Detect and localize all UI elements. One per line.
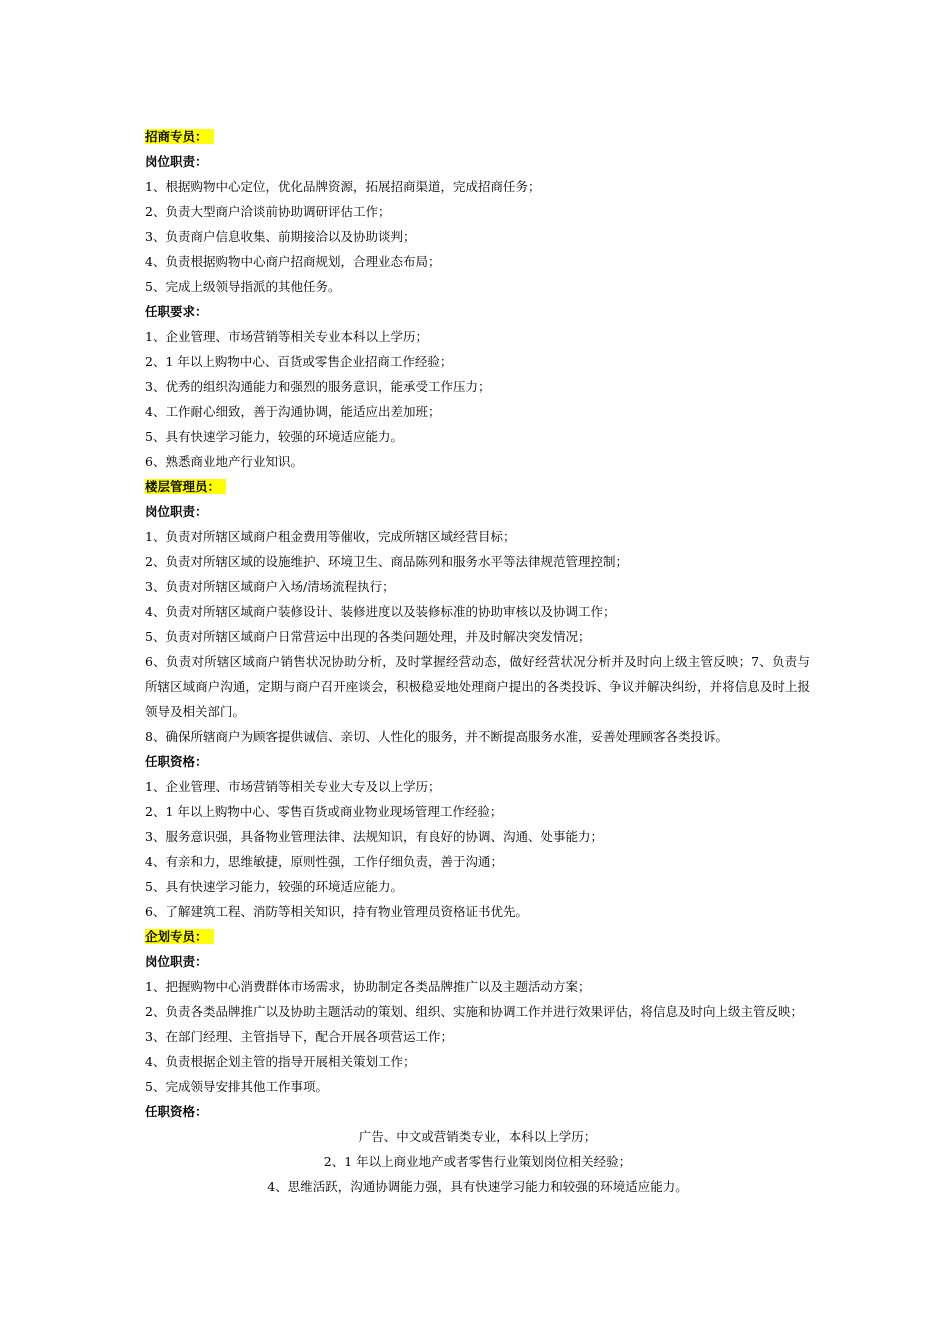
requirement-item: 1、企业管理、市场营销等相关专业大专及以上学历；	[145, 779, 441, 794]
highlight: 招商专员：	[145, 129, 214, 144]
requirement-item: 5、具有快速学习能力，较强的环境适应能力。	[145, 429, 403, 444]
duty-item: 4、负责根据购物中心商户招商规划，合理业态布局；	[145, 254, 441, 269]
duty-item: 5、完成上级领导指派的其他任务。	[145, 279, 341, 294]
requirement-item: 3、服务意识强，具备物业管理法律、法规知识，有良好的协调、沟通、处事能力；	[145, 829, 603, 844]
requirement-item: 3、优秀的组织沟通能力和强烈的服务意识，能承受工作压力；	[145, 379, 491, 394]
section-title-floor-manager	[145, 474, 810, 499]
requirements-heading: 任职要求：	[145, 304, 208, 319]
duty-item: 2、负责大型商户洽谈前协助调研评估工作；	[145, 204, 391, 219]
duty-item: 3、负责商户信息收集、前期接洽以及协助谈判；	[145, 229, 416, 244]
duty-item: 5、完成领导安排其他工作事项。	[145, 1079, 328, 1094]
requirement-item: 6、熟悉商业地产行业知识。	[145, 454, 303, 469]
qualifications-heading: 任职资格：	[145, 1104, 208, 1119]
duty-item-long: 2、负责各类品牌推广以及协助主题活动的策划、组织、实施和协调工作并进行效果评估，将信息及时向上级主管反映；	[145, 1004, 803, 1019]
duty-item: 8、确保所辖商户为顾客提供诚信、亲切、人性化的服务，并不断提高服务水准，妥善处理顾客各类投诉。	[145, 729, 728, 744]
requirement-item: 1、企业管理、市场营销等相关专业本科以上学历；	[145, 329, 428, 344]
section-title-planning	[145, 924, 810, 949]
requirement-item: 2、1 年以上购物中心、百货或零售企业招商工作经验；	[145, 354, 453, 369]
duties-heading: 岗位职责：	[145, 154, 208, 169]
requirement-item-centered: 2、1 年以上商业地产或者零售行业策划岗位相关经验；	[323, 1154, 632, 1169]
requirement-item: 5、具有快速学习能力，较强的环境适应能力。	[145, 879, 403, 894]
duty-item: 3、在部门经理、主管指导下，配合开展各项营运工作；	[145, 1029, 453, 1044]
duty-item: 1、根据购物中心定位，优化品牌资源，拓展招商渠道，完成招商任务；	[145, 179, 541, 194]
duty-item: 2、负责对所辖区域的设施维护、环境卫生、商品陈列和服务水平等法律规范管理控制；	[145, 554, 628, 569]
requirement-item: 4、有亲和力，思维敏捷，原则性强，工作仔细负责，善于沟通；	[145, 854, 503, 869]
requirement-item: 4、工作耐心细致，善于沟通协调，能适应出差加班；	[145, 404, 441, 419]
requirement-item-centered: 4、思维活跃，沟通协调能力强，具有快速学习能力和较强的环境适应能力。	[267, 1179, 688, 1194]
qualifications-heading: 任职资格：	[145, 754, 208, 769]
duty-item-long: 6、负责对所辖区域商户销售状况协助分析，及时掌握经营动态，做好经营状况分析并及时向上级主管反映；7、负责与所辖区域商户沟通，定期与商户召开座谈会，积极稳妥地处理商户提出的各类投诉、争议并解决纠纷，并将信息及时上报领导及相关部门。	[145, 654, 810, 719]
duty-item: 4、负责对所辖区域商户装修设计、装修进度以及装修标准的协助审核以及协调工作；	[145, 604, 616, 619]
requirement-item: 6、了解建筑工程、消防等相关知识，持有物业管理员资格证书优先。	[145, 904, 528, 919]
document-page	[145, 124, 810, 1199]
duty-item: 4、负责根据企划主管的指导开展相关策划工作；	[145, 1054, 416, 1069]
requirement-item-centered: 广告、中文或营销类专业，本科以上学历；	[358, 1129, 597, 1144]
requirement-item: 2、1 年以上购物中心、零售百货或商业物业现场管理工作经验；	[145, 804, 503, 819]
section-title-recruit	[145, 124, 810, 149]
duties-heading: 岗位职责：	[145, 954, 208, 969]
duties-heading: 岗位职责：	[145, 504, 208, 519]
highlight: 企划专员：	[145, 929, 214, 944]
duty-item: 5、负责对所辖区域商户日常营运中出现的各类问题处理，并及时解决突发情况；	[145, 629, 591, 644]
duty-item: 1、把握购物中心消费群体市场需求，协助制定各类品牌推广以及主题活动方案；	[145, 979, 591, 994]
highlight: 楼层管理员：	[145, 479, 226, 494]
duty-item: 3、负责对所辖区域商户入场/清场流程执行；	[145, 579, 395, 594]
duty-item: 1、负责对所辖区域商户租金费用等催收，完成所辖区域经营目标；	[145, 529, 516, 544]
